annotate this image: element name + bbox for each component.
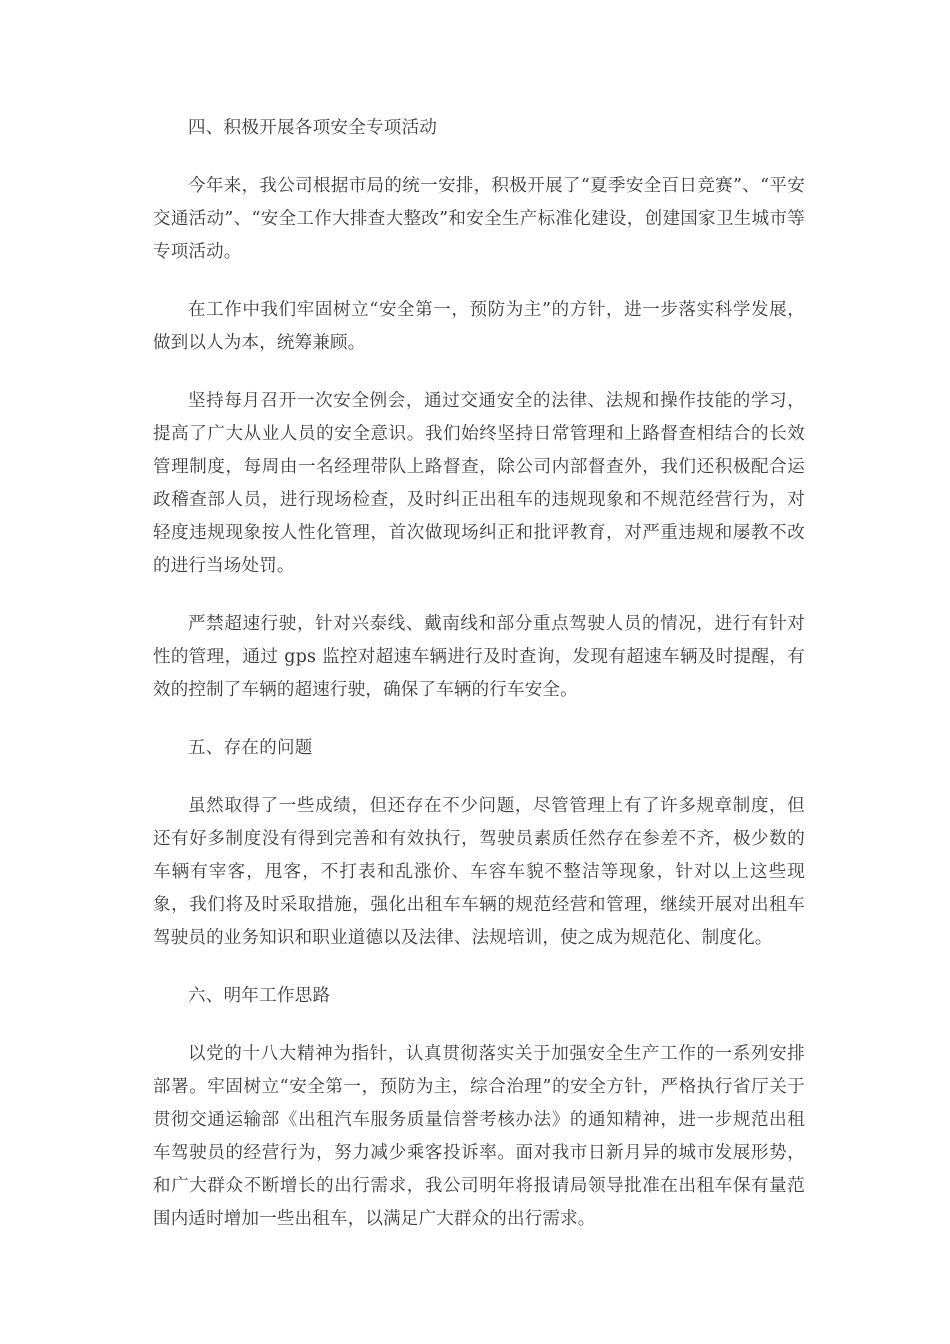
paragraph-speeding-gps: 严禁超速行驶，针对兴泰线、戴南线和部分重点驾驶人员的情况，进行有针对性的管理，通过 gps 监控对超速车辆进行及时查询，发现有超速车辆及时提醒，有效的控制了车辆的超速行驶，确保了车辆的行车安全。 [153,614,805,700]
section-heading-six: 六、明年工作思路 [188,986,331,1006]
paragraph-special-activities: 今年来，我公司根据市局的统一安排，积极开展了“夏季安全百日竞赛”、“平安交通活动”、“安全工作大排查大整改”和安全生产标准化建设，创建国家卫生城市等专项活动。 [153,176,805,262]
paragraph-monthly-safety-meeting: 坚持每月召开一次安全例会，通过交通安全的法律、法规和操作技能的学习，提高了广大从业人员的安全意识。我们始终坚持日常管理和上路督查相结合的长效管理制度，每周由一名经理带队上路督查，除公司内部督查外，我们还积极配合运政稽查部人员，进行现场检查，及时纠正出租车的违规现象和不规范经营行为，对轻度违规现象按人性化管理，首次做现场纠正和批评教育，对严重违规和屡教不改的进行当场处罚。 [153,391,805,576]
paragraph-existing-problems: 虽然取得了一些成绩，但还存在不少问题，尽管管理上有了许多规章制度，但还有好多制度没有得到完善和有效执行，驾驶员素质任然存在参差不齐，极少数的车辆有宰客，甩客，不打表和乱涨价、车容车貌不整洁等现象，针对以上这些现象，我们将及时采取措施，强化出租车车辆的规范经营和管理，继续开展对出租车驾驶员的业务知识和职业道德以及法律、法规培训，使之成为规范化、制度化。 [153,796,805,948]
paragraph-next-year-plan: 以党的十八大精神为指针，认真贯彻落实关于加强安全生产工作的一系列安排部署。牢固树立“安全第一，预防为主，综合治理”的安全方针，严格执行省厅关于贯彻交通运输部《出租汽车服务质量信誉考核办法》的通知精神，进一步规范出租车驾驶员的经营行为，努力减少乘客投诉率。面对我市日新月异的城市发展形势，和广大群众不断增长的出行需求，我公司明年将报请局领导批准在出租车保有量范围内适时增加一些出租车，以满足广大群众的出行需求。 [153,1044,805,1229]
section-heading-four: 四、积极开展各项安全专项活动 [188,118,438,138]
document-text-body [153,112,805,1236]
paragraph-safety-first-policy: 在工作中我们牢固树立“安全第一，预防为主”的方针，进一步落实科学发展，做到以人为本，统筹兼顾。 [153,300,805,353]
section-heading-five: 五、存在的问题 [188,738,313,758]
